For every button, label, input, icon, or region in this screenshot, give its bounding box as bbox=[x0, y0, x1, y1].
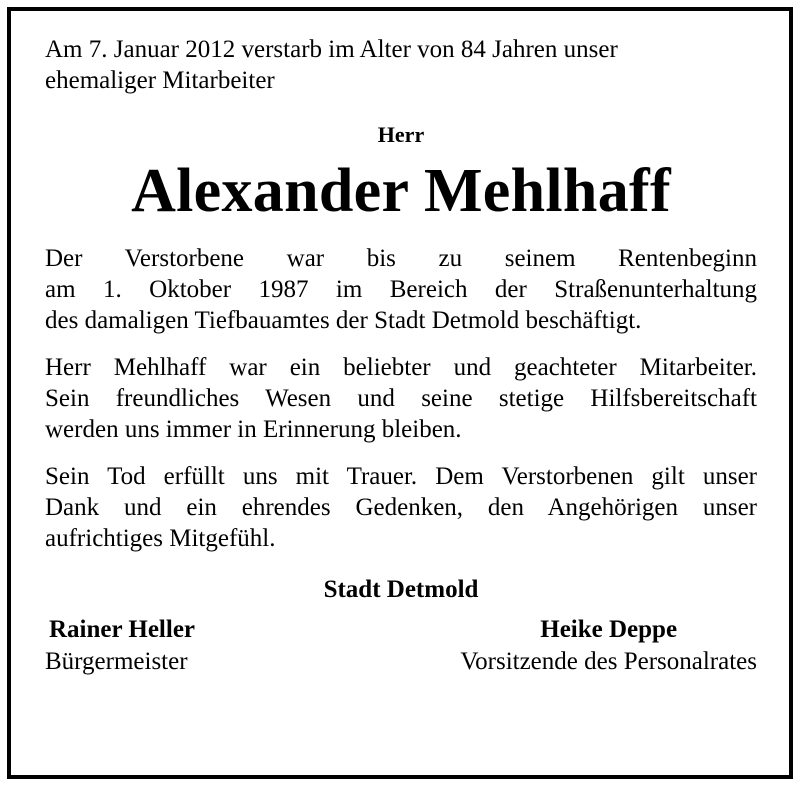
intro-line-1: Am 7. Januar 2012 verstarb im Alter von 84 Jahren unser bbox=[45, 36, 618, 63]
deceased-name: Alexander Mehlhaff bbox=[131, 157, 671, 225]
signer-role: Bürgermeister bbox=[45, 648, 188, 675]
paragraph-line: Sein freundliches Wesen und seine stetige Hilfsbereitschaft bbox=[45, 385, 757, 412]
paragraph-line: Herr Mehlhaff war ein beliebter und geachteter Mitarbeiter. bbox=[45, 354, 757, 381]
paragraph-line: Der Verstorbene war bis zu seinem Rentenbeginn bbox=[45, 245, 757, 272]
intro-line-2: ehemaliger Mitarbeiter bbox=[45, 67, 275, 94]
signer-mayor bbox=[45, 614, 195, 679]
signer-name: Rainer Heller bbox=[49, 616, 196, 643]
organization-name: Stadt Detmold bbox=[323, 576, 479, 603]
paragraph-line: aufrichtiges Mitgefühl. bbox=[45, 525, 276, 552]
obituary-notice bbox=[45, 34, 757, 679]
signature-block bbox=[45, 614, 757, 679]
paragraph-employment bbox=[45, 243, 757, 336]
paragraph-line: des damaligen Tiefbauamtes der Stadt Detmold beschäftigt. bbox=[45, 307, 642, 334]
paragraph-line: Dank und ein ehrendes Gedenken, den Angehörigen unser bbox=[45, 494, 757, 521]
salutation: Herr bbox=[377, 122, 425, 147]
paragraph-condolence bbox=[45, 461, 757, 554]
signer-role: Vorsitzende des Personalrates bbox=[460, 648, 757, 675]
signer-name: Heike Deppe bbox=[540, 616, 678, 643]
paragraph-line: werden uns immer in Erinnerung bleiben. bbox=[45, 416, 462, 443]
paragraph-line: Sein Tod erfüllt uns mit Trauer. Dem Verstorbenen gilt unser bbox=[45, 463, 757, 490]
paragraph-tribute bbox=[45, 352, 757, 445]
paragraph-line: am 1. Oktober 1987 im Bereich der Straßenunterhaltung bbox=[45, 276, 757, 303]
signer-staff-council bbox=[460, 614, 757, 679]
intro-text bbox=[45, 34, 757, 96]
